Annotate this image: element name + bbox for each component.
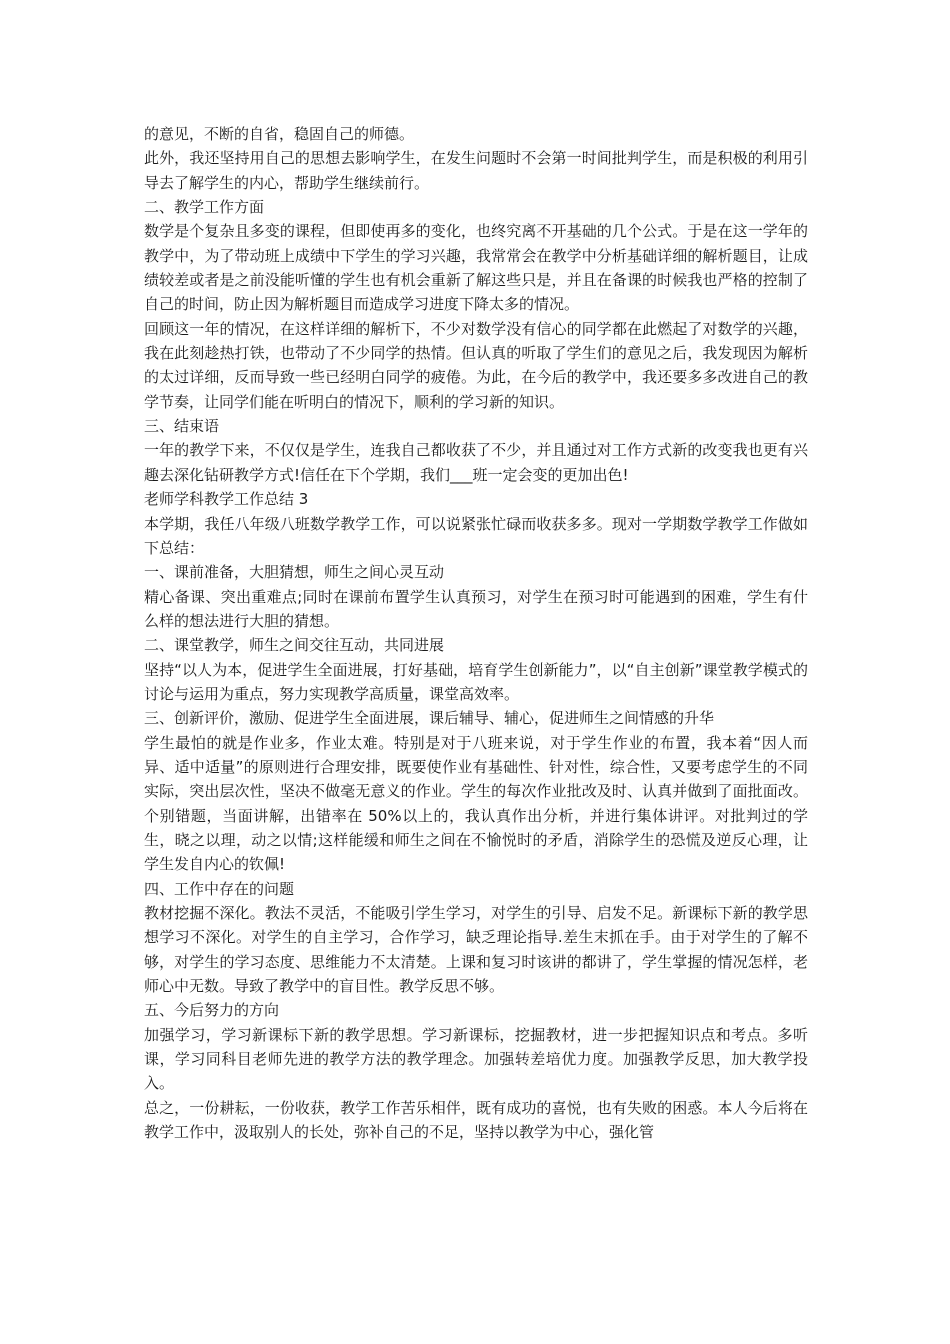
paragraph: 学生最怕的就是作业多，作业太难。特别是对于八班来说，对于学生作业的布置，我本着“因人而异、适中适量”的原则进行合理安排，既要使作业有基础性、针对性，综合性，又要考虑学生的不同实际，突出层次性，坚决不做毫无意义的作业。学生的每次作业批改及时、认真并做到了面批面改。个别错题，当面讲解，出错率在 50%以上的，我认真作出分析，并进行集体讲评。对批判过的学生，晓之以理，动之以情;这样能缓和师生之间在不愉悦时的矛盾，消除学生的恐慌及逆反心理，让学生发自内心的钦佩!	[144, 733, 808, 874]
paragraph: 回顾这一年的情况，在这样详细的解析下，不少对数学没有信心的同学都在此燃起了对数学的兴趣，我在此刻趁热打铁，也带动了不少同学的热情。但认真的听取了学生们的意见之后，我发现因为解析的太过详细，反而导致一些已经明白同学的疲倦。为此，在今后的教学中，我还要多多改进自己的教学节奏，让同学们能在听明白的情况下，顺利的学习新的知识。	[144, 319, 808, 411]
paragraph: 一年的教学下来，不仅仅是学生，连我自己都收获了不少，并且通过对工作方式新的改变我也更有兴趣去深化钻研教学方式!信任在下个学期，我们___班一定会变的更加出色!	[144, 441, 808, 484]
section-heading: 一、课前准备，大胆猜想，师生之间心灵互动	[144, 563, 445, 582]
paragraph: 坚持“以人为本，促进学生全面进展，打好基础，培育学生创新能力”，以“自主创新”课堂教学模式的讨论与运用为重点，努力实现教学高质量，课堂高效率。	[144, 660, 808, 703]
paragraph: 加强学习，学习新课标下新的教学思想。学习新课标，挖掘教材，进一步把握知识点和考点。多听课，学习同科目老师先进的教学方法的教学理念。加强转差培优力度。加强教学反思，加大教学投入。	[144, 1025, 808, 1093]
paragraph: 精心备课、突出重难点;同时在课前布置学生认真预习，对学生在预习时可能遇到的困难，学生有什么样的想法进行大胆的猜想。	[144, 587, 808, 630]
section-heading: 三、创新评价，激励、促进学生全面进展，课后辅导、辅心，促进师生之间情感的升华	[144, 709, 715, 728]
paragraph: 此外，我还坚持用自己的思想去影响学生，在发生问题时不会第一时间批判学生，而是积极的利用引导去了解学生的内心，帮助学生继续前行。	[144, 149, 808, 192]
document-title: 老师学科教学工作总结 3	[144, 490, 309, 509]
document-body	[144, 122, 808, 1144]
paragraph: 教材挖掘不深化。教法不灵活，不能吸引学生学习，对学生的引导、启发不足。新课标下新的教学思想学习不深化。对学生的自主学习，合作学习，缺乏理论指导.差生末抓在手。由于对学生的了解不够，对学生的学习态度、思维能力不太清楚。上课和复习时该讲的都讲了，学生掌握的情况怎样，老师心中无数。导致了教学中的盲目性。教学反思不够。	[144, 904, 808, 996]
section-heading: 四、工作中存在的问题	[144, 879, 295, 898]
paragraph: 数学是个复杂且多变的课程，但即使再多的变化，也终究离不开基础的几个公式。于是在这一学年的教学中，为了带动班上成绩中下学生的学习兴趣，我常常会在教学中分析基础详细的解析题目，让成绩较差或者是之前没能听懂的学生也有机会重新了解这些只是，并且在备课的时候我也严格的控制了自己的时间，防止因为解析题目而造成学习进度下降太多的情况。	[144, 222, 808, 314]
section-heading: 二、课堂教学，师生之间交往互动，共同进展	[144, 636, 445, 655]
section-heading: 五、今后努力的方向	[144, 1001, 280, 1020]
paragraph: 的意见，不断的自省，稳固自己的师德。	[144, 125, 415, 143]
paragraph: 总之，一份耕耘，一份收获，教学工作苦乐相伴，既有成功的喜悦，也有失败的困惑。本人今后将在教学工作中，汲取别人的长处，弥补自己的不足，坚持以教学为中心，强化管	[144, 1098, 808, 1142]
section-heading: 三、结束语	[144, 417, 220, 436]
section-heading: 二、教学工作方面	[144, 198, 265, 217]
paragraph: 本学期，我任八年级八班数学教学工作，可以说紧张忙碌而收获多多。现对一学期数学教学工作做如下总结：	[144, 514, 808, 557]
